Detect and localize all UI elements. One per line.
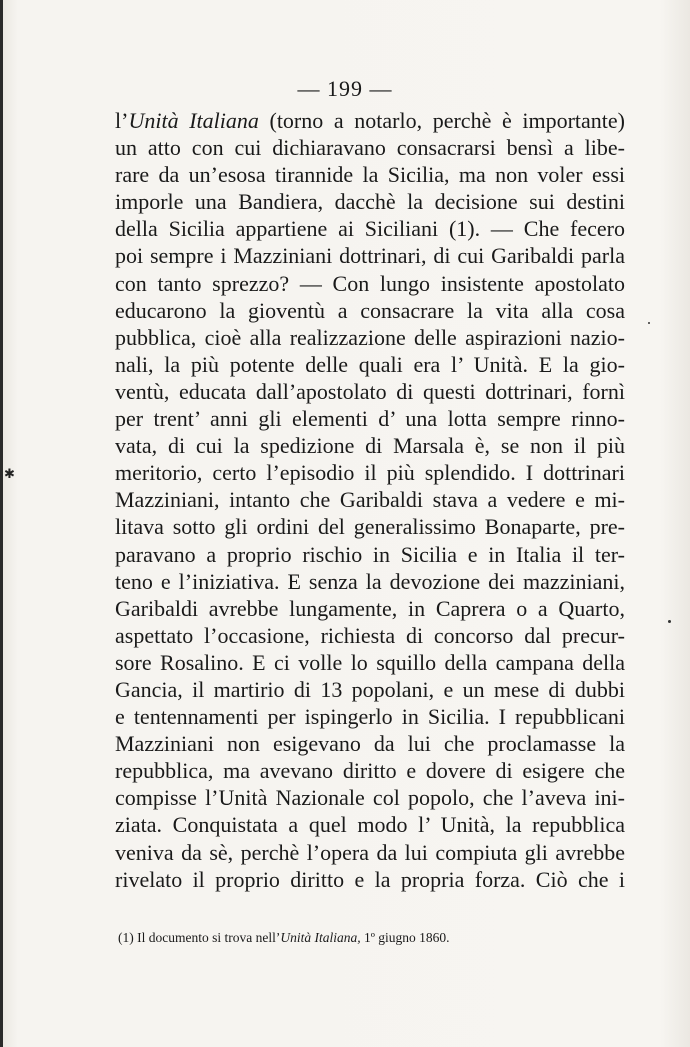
text-line: e tentennamenti per ispingerlo in Sicilia. I repubblicani <box>115 704 625 730</box>
text-line: un atto con cui dichiaravano consacrarsi bensì a libe- <box>115 135 625 161</box>
text-line: aspettato l’occasione, richiesta di concorso dal precur- <box>115 622 625 648</box>
text-line: meritorio, certo l’episodio il più splendido. I dottrinari <box>115 460 625 486</box>
footnote: (1) Il documento si trova nell’Unità Italiana, 1º giugno 1860. <box>118 930 450 945</box>
text-line: repubblica, ma avevano diritto e dovere di esigere che <box>115 758 625 784</box>
text-line: Gancia, il martirio di 13 popolani, e un mese di dubbi <box>115 676 625 702</box>
text-line: nali, la più potente delle quali era l’ Unità. E la gio- <box>115 351 625 377</box>
text-line: rivelato il proprio diritto e la propria forza. Ciò che i <box>115 866 625 892</box>
text-line: ziata. Conquistata a quel modo l’ Unità, la repubblica <box>115 812 625 838</box>
text-line: vata, di cui la spedizione di Marsala è, se non il più <box>115 433 625 459</box>
text-line: Garibaldi avrebbe lungamente, in Caprera o a Quarto, <box>115 595 625 621</box>
text-line: della Sicilia appartiene ai Siciliani (1). — Che fecero <box>115 216 625 242</box>
speck <box>648 322 650 324</box>
text-line: educarono la gioventù a consacrare la vita alla cosa <box>115 297 625 323</box>
text-line: sore Rosalino. E ci volle lo squillo della campana della <box>115 649 625 675</box>
page-left-edge <box>0 0 3 1047</box>
text-line: l’Unità Italiana (torno a notarlo, perchè è importante) <box>115 108 625 133</box>
text-line: compisse l’Unità Nazionale col popolo, che l’aveva ini- <box>115 785 625 811</box>
text-line: ventù, educata dall’apostolato di questi dottrinari, fornì <box>115 378 625 404</box>
text-line: con tanto sprezzo? — Con lungo insistente apostolato <box>115 270 625 296</box>
body-text <box>115 107 625 893</box>
text-line: veniva da sè, perchè l’opera da lui compiuta gli avrebbe <box>115 839 625 865</box>
margin-mark: ✱ <box>4 466 15 481</box>
page-number: — 199 — <box>297 76 393 101</box>
text-line: pubblica, cioè alla realizzazione delle aspirazioni nazio- <box>115 324 625 350</box>
text-line: teno e l’iniziativa. E senza la devozione dei mazziniani, <box>115 568 625 594</box>
text-line: litava sotto gli ordini del generalissimo Bonaparte, pre- <box>115 514 625 540</box>
text-line: poi sempre i Mazziniani dottrinari, di cui Garibaldi parla <box>115 243 625 269</box>
text-line: imporle una Bandiera, dacchè la decisione sui destini <box>115 189 625 215</box>
text-line: paravano a proprio rischio in Sicilia e in Italia il ter- <box>115 541 625 567</box>
text-line: Mazziniani non esigevano da lui che proclamasse la <box>115 731 625 757</box>
text-line: rare da un’esosa tirannide la Sicilia, ma non voler essi <box>115 162 625 188</box>
text-line: per trent’ anni gli elementi d’ una lotta sempre rinno- <box>115 406 625 432</box>
speck <box>668 620 671 623</box>
text-line: Mazziniani, intanto che Garibaldi stava a vedere e mi- <box>115 487 625 513</box>
